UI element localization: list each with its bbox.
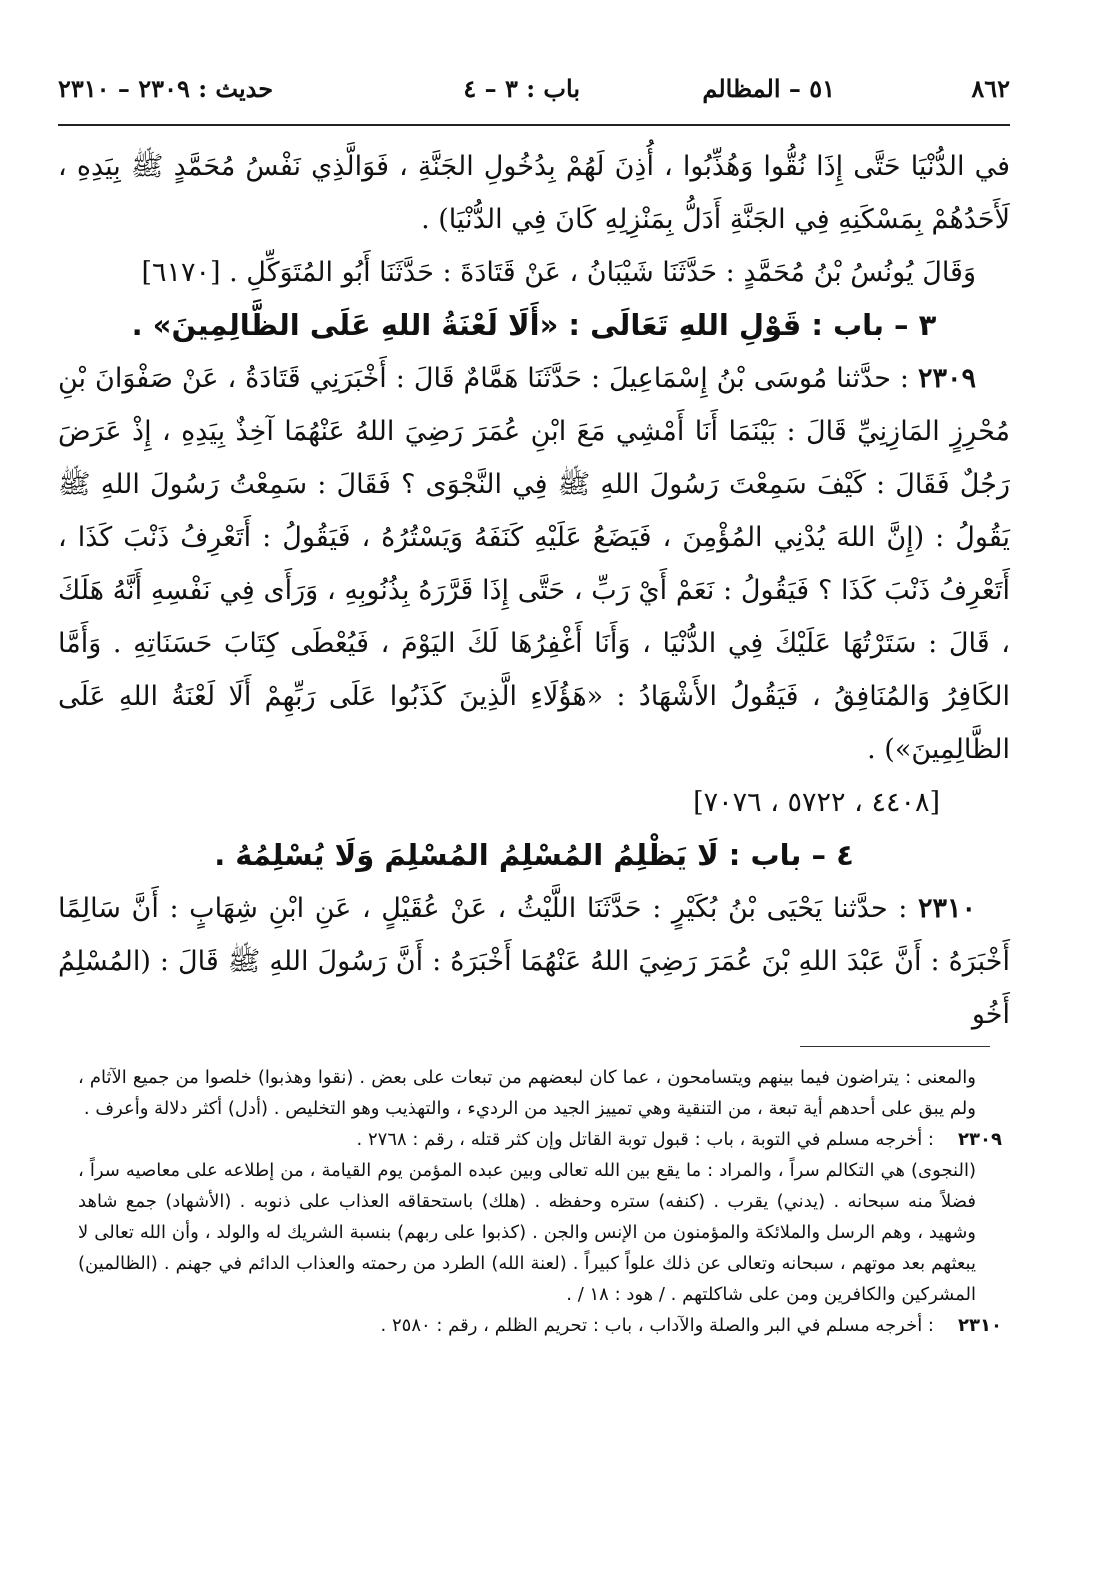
hadith-continuation: في الدُّنْيَا حَتَّى إِذَا نُقُّوا وَهُذِّبُوا ، أُذِنَ لَهُمْ بِدُخُولِ الجَنَّةِ ، فَوَالَّذِي نَفْسُ مُحَمَّدٍ ﷺ بِيَدِهِ ، لَأَحَدُهُمْ بِمَسْكَنِهِ فِي الجَنَّةِ أَدَلُّ بِمَنْزِلِهِ كَانَ فِي الدُّنْيَا) . [58, 151, 1010, 235]
note-2309-source [78, 1124, 1002, 1155]
hadith-range: حديث : ٢٣٠٩ – ٢٣١٠ [58, 74, 274, 103]
hadith-2310-text: : حدَّثنا يَحْيَى بْنُ بُكَيْرٍ : حَدَّثَنَا اللَّيْثُ ، عَنْ عُقَيْلٍ ، عَنِ ابْنِ شِهَابٍ : أَنَّ سَالِمًا أَخْبَرَهُ : أَنَّ عَبْدَ اللهِ بْنَ عُمَرَ رَضِيَ اللهُ عَنْهُمَا أَخْبَرَهُ : أَنَّ رَسُولَ اللهِ ﷺ قَالَ : (المُسْلِمُ أَخُو [58, 893, 1010, 1030]
hadith-2309-cross-references: [٤٤٠٨ ، ٥٧٢٢ ، ٧٠٧٦] [693, 787, 940, 818]
meaning-note: والمعنى : يتراضون فيما بينهم ويتسامحون ، عما كان لبعضهم من تبعات على بعض . (نقوا وهذبوا) خلصوا من جميع الآثام ، ولم يبق على أحدهم أية تبعة ، من التنقية وهي تمييز الجيد من الرديء ، والتهذيب وهو التخليص . (أدل) أكثر دلالة وأعرف . [78, 1067, 976, 1119]
header-divider [58, 124, 1010, 126]
footnote-divider [800, 1046, 990, 1047]
bab-3-heading: ٣ – باب : قَوْلِ اللهِ تَعَالَى : «أَلَا لَعْنَةُ اللهِ عَلَى الظَّالِمِينَ» . [131, 308, 937, 342]
bab-range: باب : ٣ – ٤ [463, 74, 580, 103]
chapter-title: ٥١ – المظالم [702, 74, 835, 103]
hadith-2309 [58, 352, 1010, 776]
note-2310-source [78, 1310, 1002, 1341]
note-2309-explanation: (النجوى) هي التكالم سراً ، والمراد : ما يقع بين الله تعالى وبين عبده المؤمن يوم القيامة ، من إطلاعه على معاصيه سراً ، فضلاً منه سبحانه . (يدني) يقرب . (كنفه) ستره وحفظه . (هلك) باستحقاقه العذاب على ذنوبه . (الأشهاد) جمع شاهد وشهيد ، وهم الرسل والملائكة والمؤمنون من الإنس والجن . (كذبوا على ربهم) بنسبة الشريك له والولد ، وأن الله تعالى لا يبعثهم بعد موتهم ، سبحانه وتعالى عن ذلك علواً كبيراً . (لعنة الله) الطرد من رحمته والعذاب الدائم في جهنم . (الظالمين) المشركين والكافرين ومن على شاكلتهم . / هود : ١٨ / . [78, 1160, 976, 1305]
hadith-2309-number: ٢٣٠٩ [917, 363, 976, 394]
yunus-narration: وَقَالَ يُونُسُ بْنُ مُحَمَّدٍ : حَدَّثَنَا شَيْبَانُ ، عَنْ قَتَادَةَ : حَدَّثَنَا أَبُو المُتَوَكِّلِ . [٦١٧٠] [141, 257, 976, 288]
hadith-2310-number: ٢٣١٠ [917, 893, 976, 924]
note-2309-source-text: : أخرجه مسلم في التوبة ، باب : قبول توبة القاتل وإن كثر قتله ، رقم : ٢٧٦٨ . [356, 1129, 934, 1150]
footnotes [78, 1062, 1002, 1341]
running-header [58, 70, 1010, 110]
note-2310-source-text: : أخرجه مسلم في البر والصلة والآداب ، باب : تحريم الظلم ، رقم : ٢٥٨٠ . [380, 1315, 934, 1336]
hadith-2310 [58, 882, 1010, 1041]
hadith-2309-text: : حدَّثنا مُوسَى بْنُ إِسْمَاعِيلَ : حَدَّثَنَا هَمَّامٌ قَالَ : أَخْبَرَنِي قَتَادَةُ ، عَنْ صَفْوَانَ بْنِ مُحْرِزٍ المَازِنِيِّ قَالَ : بَيْنَمَا أَنَا أَمْشِي مَعَ ابْنِ عُمَرَ رَضِيَ اللهُ عَنْهُمَا آخِذٌ بِيَدِهِ ، إِذْ عَرَضَ رَجُلٌ فَقَالَ : كَيْفَ سَمِعْتَ رَسُولَ اللهِ ﷺ فِي النَّجْوَى ؟ فَقَالَ : سَمِعْتُ رَسُولَ اللهِ ﷺ يَقُولُ : (إِنَّ اللهَ يُدْنِي المُؤْمِنَ ، فَيَضَعُ عَلَيْهِ كَنَفَهُ وَيَسْتُرُهُ ، فَيَقُولُ : أَتَعْرِفُ ذَنْبَ كَذَا ، أَتَعْرِفُ ذَنْبَ كَذَا ؟ فَيَقُولُ : نَعَمْ أَيْ رَبِّ ، حَتَّى إِذَا قَرَّرَهُ بِذُنُوبِهِ ، وَرَأَى فِي نَفْسِهِ أَنَّهُ هَلَكَ ، قَالَ : سَتَرْتُهَا عَلَيْكَ فِي الدُّنْيَا ، وَأَنَا أَغْفِرُهَا لَكَ اليَوْمَ ، فَيُعْطَى كِتَابَ حَسَنَاتِهِ . وَأَمَّا الكَافِرُ وَالمُنَافِقُ ، فَيَقُولُ الأَشْهَادُ : «هَؤُلَاءِ الَّذِينَ كَذَبُوا عَلَى رَبِّهِمْ أَلَا لَعْنَةُ اللهِ عَلَى الظَّالِمِينَ») . [58, 363, 1010, 765]
main-text [58, 140, 1010, 1041]
page-number: ٨٦٢ [971, 74, 1010, 103]
note-2310-number: ٢٣١٠ [958, 1315, 1002, 1336]
bab-4-heading: ٤ – باب : لَا يَظْلِمُ المُسْلِمُ المُسْلِمَ وَلَا يُسْلِمُهُ . [214, 838, 854, 872]
note-2309-number: ٢٣٠٩ [958, 1129, 1002, 1150]
